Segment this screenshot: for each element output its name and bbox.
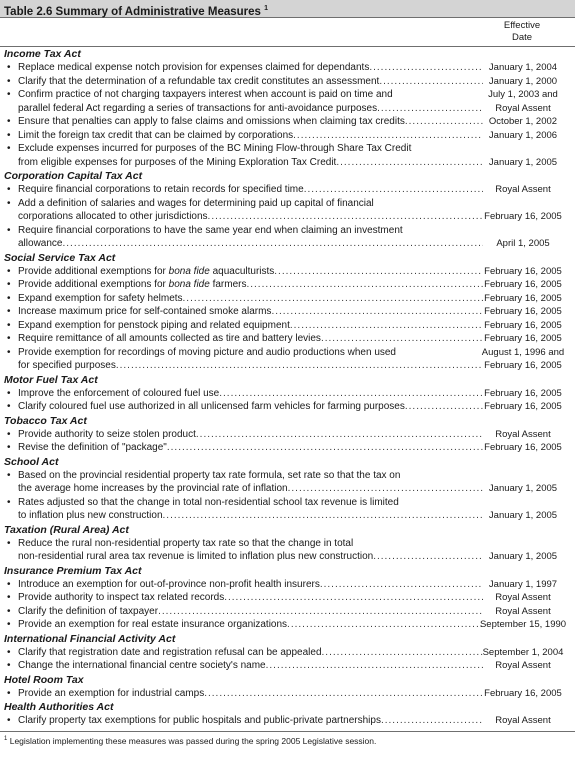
measure-item (4, 537, 575, 564)
measure-item (4, 714, 575, 728)
measure-line-text: Reduce the rural non-residential property tax rate so that the change in total (18, 537, 354, 549)
bullet-icon: • (7, 116, 11, 127)
bullet-icon: • (7, 306, 11, 317)
effective-date (473, 88, 573, 115)
leader-dots (183, 292, 483, 306)
bullet-icon: • (7, 646, 11, 658)
measure-description (18, 646, 483, 660)
measure-description (18, 319, 483, 333)
measure-line-text: Change the international financial centre society's name (18, 660, 266, 671)
leader-dots (246, 278, 483, 292)
measure-item (4, 578, 575, 592)
measure-item (4, 88, 575, 115)
effective-date-line: Royal Assent (495, 428, 551, 440)
measure-line (18, 509, 483, 523)
effective-date (473, 346, 573, 373)
effective-date-line: February 16, 2005 (484, 333, 562, 344)
effective-date-line: Royal Assent (495, 592, 551, 603)
footnote-text: Legislation implementing these measures was passed during the spring 2005 Legislative session. (9, 735, 377, 746)
measure-description (18, 428, 483, 442)
effective-date-line: January 1, 2000 (488, 75, 558, 87)
effective-date-line: February 16, 2005 (484, 442, 562, 453)
leader-dots (321, 332, 483, 346)
measure-item (4, 265, 575, 279)
effective-date-line: Royal Assent (495, 605, 551, 617)
effective-date-header: Effective Date (503, 20, 541, 43)
measure-line (18, 292, 483, 306)
bullet-icon: • (7, 143, 11, 154)
bullet-icon: • (7, 715, 11, 726)
section-heading: Tobacco Tax Act (4, 414, 87, 427)
measure-item (4, 591, 575, 605)
measure-description (18, 197, 483, 224)
bullet-icon: • (7, 346, 11, 358)
leader-dots (158, 605, 483, 619)
bullet-icon: • (7, 605, 11, 617)
measure-description (18, 496, 483, 523)
measure-line-text: Require financial corporations to retain records for specified time (18, 184, 304, 195)
title-footnote-marker: 1 (264, 5, 269, 12)
leader-dots (405, 400, 483, 414)
measure-item (4, 605, 575, 619)
measure-line (18, 441, 483, 455)
measure-line (18, 332, 483, 346)
effective-date-line: January 1, 2005 (488, 510, 558, 521)
measure-description (18, 387, 483, 401)
effective-date-line: January 1, 2005 (488, 551, 558, 562)
effective-date (473, 305, 573, 319)
measures-list (0, 48, 575, 728)
effective-date (473, 129, 573, 143)
measure-line (18, 591, 483, 605)
measure-line (18, 210, 483, 224)
measure-line (18, 156, 483, 170)
measure-item (4, 428, 575, 442)
measure-line (18, 400, 483, 414)
effective-date-line: February 16, 2005 (484, 319, 562, 331)
measure-line-text: corporations allocated to other jurisdictions (18, 211, 208, 222)
effective-date (473, 319, 573, 333)
measure-line-text: Clarify that registration date and registration refusal can be appealed (18, 646, 322, 658)
leader-dots (219, 387, 483, 401)
bullet-icon: • (7, 89, 11, 100)
measure-description (18, 687, 483, 701)
leader-dots (373, 550, 483, 564)
measure-line-text: Expand exemption for penstock piping and related equipment (18, 319, 290, 331)
effective-date-line: April 1, 2005 (496, 238, 550, 249)
leader-dots (369, 61, 483, 75)
measure-line-text: Provide additional exemptions for bona fide aquaculturists (18, 265, 275, 277)
leader-dots (320, 578, 483, 592)
measure-description (18, 292, 483, 306)
measure-line-text: Require remittance of all amounts collected as tire and battery levies (18, 333, 321, 344)
leader-dots (196, 428, 483, 442)
measure-line (18, 319, 483, 333)
measure-line-text: Provide additional exemptions for bona fide farmers (18, 279, 247, 290)
measure-line (18, 482, 483, 496)
measure-item (4, 441, 575, 455)
bullet-icon: • (7, 687, 11, 699)
bullet-icon: • (7, 75, 11, 87)
measure-line (18, 197, 483, 211)
effective-date (473, 714, 573, 728)
measure-description (18, 400, 483, 414)
measure-line (18, 61, 483, 75)
measure-line-text: the average home increases by the provincial rate of inflation (18, 483, 288, 494)
measure-description (18, 115, 483, 129)
measure-item (4, 332, 575, 346)
measure-item (4, 618, 575, 632)
section-heading: Taxation (Rural Area) Act (4, 523, 129, 536)
measure-item (4, 129, 575, 143)
measure-line (18, 687, 483, 701)
measure-line (18, 428, 483, 442)
bullet-icon: • (7, 442, 11, 453)
measure-line (18, 387, 483, 401)
bullet-icon: • (7, 62, 11, 73)
table-title: Table 2.6 Summary of Administrative Measures (4, 6, 261, 18)
measure-line-text: Provide authority to seize stolen product (18, 428, 196, 440)
measure-description (18, 265, 483, 279)
measure-line (18, 129, 483, 143)
measure-description (18, 224, 483, 251)
effective-date (473, 278, 573, 292)
effective-date (473, 618, 573, 632)
effective-date-line: February 16, 2005 (484, 265, 562, 277)
measure-item (4, 687, 575, 701)
bullet-icon: • (7, 469, 11, 481)
effective-date-line: Royal Assent (495, 184, 551, 195)
leader-dots (293, 129, 483, 143)
effective-date (473, 578, 573, 592)
measure-item (4, 183, 575, 197)
effective-date-line: February 16, 2005 (484, 360, 562, 371)
effective-date (473, 332, 573, 346)
measure-line (18, 237, 483, 251)
measure-item (4, 400, 575, 414)
section-heading: Motor Fuel Tax Act (4, 373, 98, 386)
measure-line (18, 183, 483, 197)
bullet-icon: • (7, 387, 11, 399)
measure-line-text: Rates adjusted so that the change in total non-residential school tax revenue is limited (18, 496, 399, 508)
bullet-icon: • (7, 619, 11, 630)
effective-date-line: February 16, 2005 (484, 279, 562, 290)
measure-line-text: Ensure that penalties can apply to false claims and omissions when claiming tax credits (18, 116, 405, 127)
measure-line-text: Increase maximum price for self-contained smoke alarms (18, 306, 272, 317)
bullet-icon: • (7, 319, 11, 331)
measure-item (4, 387, 575, 401)
effective-date-line: January 1, 2006 (488, 129, 558, 141)
effective-date-line: Royal Assent (495, 102, 551, 114)
leader-dots (405, 115, 483, 129)
table-title-bar (0, 0, 575, 18)
effective-date (473, 687, 573, 701)
measure-line-text: Add a definition of salaries and wages for determining paid up capital of financial (18, 197, 374, 209)
measure-description (18, 346, 483, 373)
effective-date (473, 292, 573, 306)
effective-date-line: Royal Assent (495, 715, 551, 726)
measure-line-text: allowance (18, 238, 63, 249)
bullet-icon: • (7, 224, 11, 236)
measure-line-text: Provide exemption for recordings of moving picture and audio productions when used (18, 346, 396, 358)
measure-line (18, 537, 483, 551)
bullet-icon: • (7, 333, 11, 344)
effective-date-line: January 1, 2004 (488, 62, 558, 73)
measure-description (18, 332, 483, 346)
footnote-marker: 1 (4, 735, 8, 742)
effective-date (473, 400, 573, 414)
section-heading: Social Service Tax Act (4, 251, 116, 264)
measure-line-text: parallel federal Act regarding a series of transactions for anti-avoidance purposes (18, 102, 378, 114)
measure-line-text: Replace medical expense notch provision for expenses claimed for dependants (18, 62, 370, 73)
effective-date (473, 210, 573, 224)
measure-line-text: Expand exemption for safety helmets (18, 292, 183, 304)
measure-line-text: Revise the definition of "package" (18, 442, 167, 453)
effective-date-line: January 1, 1997 (488, 578, 558, 590)
measure-item (4, 305, 575, 319)
effective-date (473, 441, 573, 455)
measure-item (4, 292, 575, 306)
measure-description (18, 61, 483, 75)
measure-item (4, 646, 575, 660)
measure-line-text: Clarify property tax exemptions for public hospitals and public-private partnerships (18, 715, 381, 726)
effective-date (473, 550, 573, 564)
measure-line (18, 305, 483, 319)
effective-date (473, 156, 573, 170)
effective-date-line: February 16, 2005 (484, 387, 562, 399)
bullet-icon: • (7, 428, 11, 440)
leader-dots (224, 591, 483, 605)
measure-line (18, 346, 483, 360)
effective-date-line: July 1, 2003 and (488, 89, 558, 100)
leader-dots (208, 210, 483, 224)
measure-item (4, 197, 575, 224)
measure-description (18, 278, 483, 292)
effective-date (473, 387, 573, 401)
section-heading: International Financial Activity Act (4, 632, 176, 645)
leader-dots (271, 305, 483, 319)
effective-date-line: October 1, 2002 (488, 116, 558, 127)
effective-date-line: February 16, 2005 (484, 211, 562, 222)
effective-date (473, 183, 573, 197)
leader-dots (116, 359, 483, 373)
measure-line-text: Require financial corporations to have the same year end when claiming an investment (18, 224, 403, 236)
effective-date (473, 75, 573, 89)
effective-date (473, 115, 573, 129)
bullet-icon: • (7, 184, 11, 195)
bullet-icon: • (7, 279, 11, 290)
leader-dots (62, 237, 483, 251)
column-header-row (0, 18, 575, 47)
measure-description (18, 305, 483, 319)
measure-line-text: Exclude expenses incurred for purposes of the BC Mining Flow-through Share Tax Credit (18, 143, 412, 154)
measure-description (18, 578, 483, 592)
measure-description (18, 591, 483, 605)
footnote (0, 732, 575, 749)
section-heading: Income Tax Act (4, 48, 81, 60)
bullet-icon: • (7, 292, 11, 304)
section-heading: Insurance Premium Tax Act (4, 564, 142, 577)
measure-line-text: Provide an exemption for real estate insurance organizations (18, 619, 288, 630)
effective-date-line: February 16, 2005 (484, 292, 562, 304)
leader-dots (336, 156, 483, 170)
leader-dots (204, 687, 483, 701)
leader-dots (266, 659, 483, 673)
measure-line (18, 88, 483, 102)
measure-line-text: Clarify coloured fuel use authorized in all unlicensed farm vehicles for farming purposes (18, 401, 405, 412)
measure-description (18, 183, 483, 197)
measure-item (4, 278, 575, 292)
measure-item (4, 496, 575, 523)
measure-item (4, 319, 575, 333)
measure-line (18, 115, 483, 129)
measure-description (18, 75, 483, 89)
measure-line (18, 550, 483, 564)
measure-line-text: Provide an exemption for industrial camps (18, 687, 205, 699)
measure-line (18, 224, 483, 238)
measure-line-text: non-residential rural area tax revenue is limited to inflation plus new construction (18, 551, 374, 562)
effective-date (473, 605, 573, 619)
measure-description (18, 142, 483, 169)
measure-item (4, 469, 575, 496)
bullet-icon: • (7, 129, 11, 141)
leader-dots (290, 319, 483, 333)
measure-line (18, 469, 483, 483)
effective-date (473, 265, 573, 279)
effective-date (473, 509, 573, 523)
measure-item (4, 659, 575, 673)
measure-line-text: Improve the enforcement of coloured fuel use (18, 387, 220, 399)
bullet-icon: • (7, 660, 11, 671)
measure-line (18, 496, 483, 510)
bullet-icon: • (7, 578, 11, 590)
leader-dots (379, 75, 483, 89)
measure-line (18, 578, 483, 592)
measure-line (18, 265, 483, 279)
measure-line-text: Clarify the definition of taxpayer (18, 605, 159, 617)
measure-line (18, 618, 483, 632)
effective-date (473, 237, 573, 251)
measure-line-text: from eligible expenses for purposes of the Mining Exploration Tax Credit (18, 156, 337, 168)
measure-description (18, 88, 483, 115)
measure-line (18, 75, 483, 89)
measure-item (4, 346, 575, 373)
effective-date-line: February 16, 2005 (484, 306, 562, 317)
measure-line-text: Introduce an exemption for out-of-province non-profit health insurers (18, 578, 320, 590)
measure-line-text: Confirm practice of not charging taxpayers interest when account is paid on time and (18, 89, 393, 100)
bullet-icon: • (7, 401, 11, 412)
section-heading: Hotel Room Tax (4, 673, 84, 686)
measure-line (18, 646, 483, 660)
bullet-icon: • (7, 537, 11, 549)
measure-line-text: for specified purposes (18, 360, 116, 371)
leader-dots (163, 509, 483, 523)
bullet-icon: • (7, 496, 11, 508)
measure-description (18, 129, 483, 143)
measure-description (18, 605, 483, 619)
effective-date-line: September 15, 1990 (479, 619, 567, 630)
leader-dots (287, 618, 483, 632)
effective-date-line: February 16, 2005 (484, 401, 562, 412)
effective-date-line: September 1, 2004 (482, 646, 564, 658)
measure-line (18, 142, 483, 156)
leader-dots (381, 714, 483, 728)
section-heading: Corporation Capital Tax Act (4, 170, 143, 182)
measure-item (4, 61, 575, 75)
measure-description (18, 537, 483, 564)
leader-dots (274, 265, 483, 279)
leader-dots (304, 183, 483, 197)
measure-description (18, 618, 483, 632)
leader-dots (322, 646, 483, 660)
measure-description (18, 441, 483, 455)
effective-date-line: January 1, 2005 (488, 156, 558, 168)
measure-description (18, 659, 483, 673)
effective-date (473, 428, 573, 442)
measure-line (18, 278, 483, 292)
bullet-icon: • (7, 592, 11, 603)
bullet-icon: • (7, 265, 11, 277)
measure-line-text: Provide authority to inspect tax related records (18, 592, 225, 603)
measure-line (18, 605, 483, 619)
effective-date (473, 482, 573, 496)
bullet-icon: • (7, 197, 11, 209)
measure-line (18, 102, 483, 116)
measure-description (18, 714, 483, 728)
leader-dots (167, 441, 483, 455)
leader-dots (288, 482, 483, 496)
measure-line (18, 359, 483, 373)
measure-line-text: Limit the foreign tax credit that can be claimed by corporations (18, 129, 294, 141)
measure-line-text: Clarify that the determination of a refundable tax credit constitutes an assessment (18, 75, 380, 87)
measure-line-text: to inflation plus new construction (18, 510, 163, 521)
effective-date (473, 61, 573, 75)
effective-date-line: February 16, 2005 (484, 687, 562, 699)
measure-item (4, 142, 575, 169)
measure-item (4, 115, 575, 129)
section-heading: Health Authorities Act (4, 701, 114, 713)
effective-date (473, 591, 573, 605)
effective-date-line: January 1, 2005 (488, 483, 558, 494)
measure-item (4, 224, 575, 251)
effective-date-line: August 1, 1996 and (481, 346, 565, 358)
effective-date (473, 646, 573, 660)
effective-date-line: Royal Assent (495, 660, 551, 671)
measure-line (18, 659, 483, 673)
measure-description (18, 469, 483, 496)
leader-dots (377, 102, 483, 116)
measure-item (4, 75, 575, 89)
section-heading: School Act (4, 455, 59, 468)
measure-line (18, 714, 483, 728)
effective-date (473, 659, 573, 673)
measure-line-text: Based on the provincial residential property tax rate formula, set rate so that the tax on (18, 469, 401, 481)
